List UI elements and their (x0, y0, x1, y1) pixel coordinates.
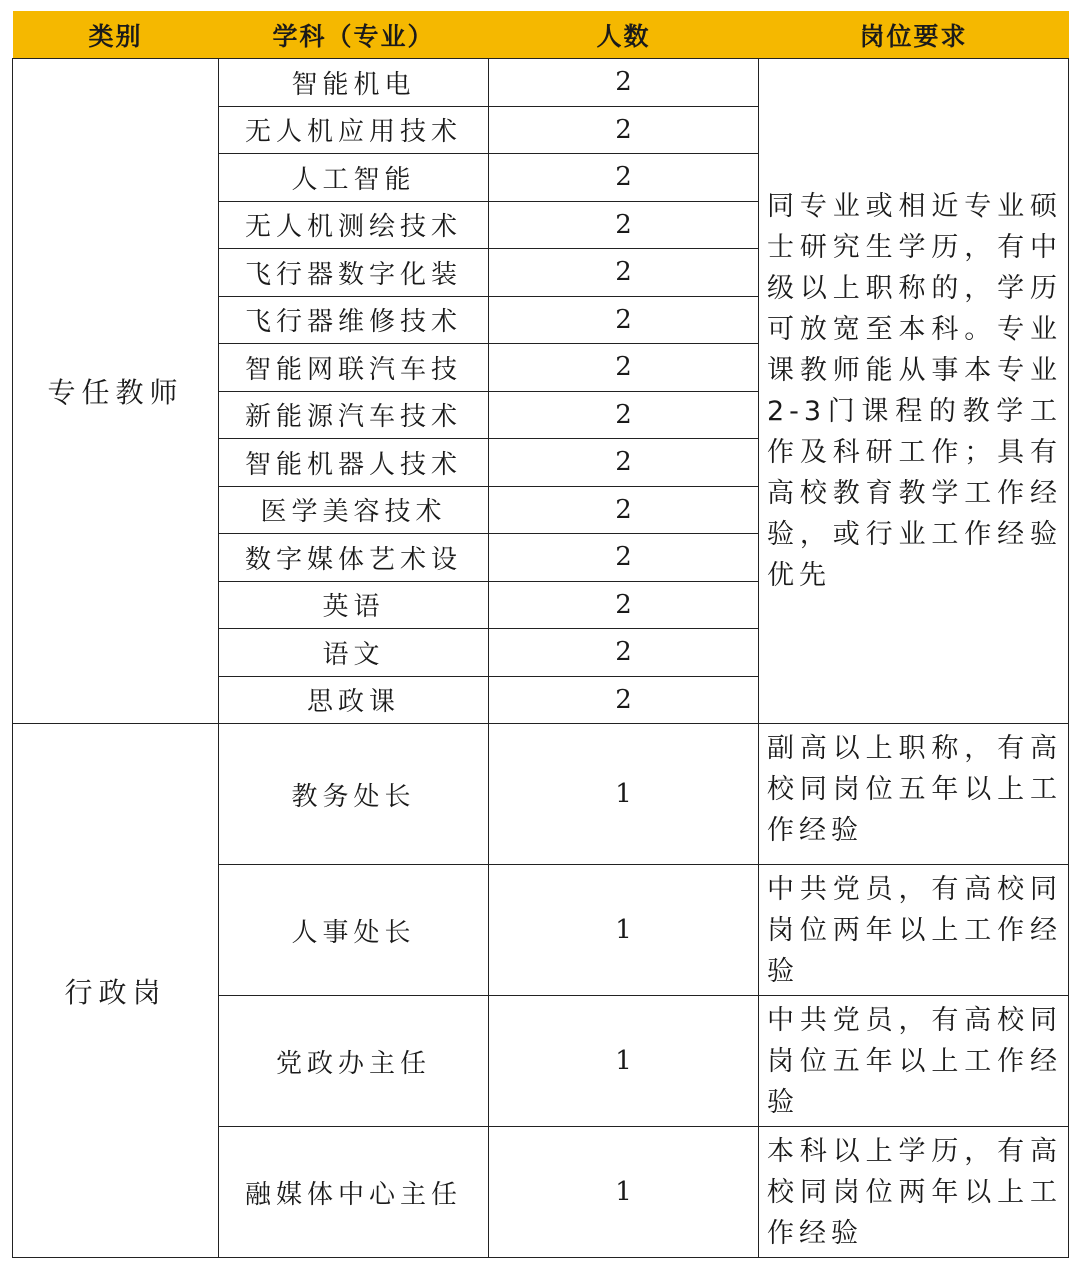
header-category: 类别 (13, 11, 219, 59)
subject-cell: 语文 (219, 629, 489, 677)
subject-cell: 人事处长 (219, 865, 489, 996)
count-cell: 2 (489, 629, 759, 677)
subject-cell: 医学美容技术 (219, 486, 489, 534)
count-cell: 2 (489, 59, 759, 107)
requirement-cell: 同专业或相近专业硕士研究生学历，有中级以上职称的，学历可放宽至本科。专业课教师能从事本专业2-3门课程的教学工作及科研工作；具有高校教育教学工作经验，或行业工作经验优先 (759, 59, 1069, 724)
category-cell: 行政岗 (13, 724, 219, 1258)
subject-cell: 党政办主任 (219, 996, 489, 1127)
subject-cell: 数字媒体艺术设 (219, 534, 489, 582)
subject-cell: 思政课 (219, 676, 489, 724)
count-cell: 2 (489, 296, 759, 344)
count-cell: 2 (489, 439, 759, 487)
count-cell: 1 (489, 865, 759, 996)
count-cell: 2 (489, 249, 759, 297)
subject-cell: 飞行器维修技术 (219, 296, 489, 344)
count-cell: 2 (489, 201, 759, 249)
subject-cell: 智能机电 (219, 59, 489, 107)
subject-cell: 融媒体中心主任 (219, 1127, 489, 1258)
subject-cell: 人工智能 (219, 154, 489, 202)
table-body (13, 59, 1069, 1258)
subject-cell: 无人机测绘技术 (219, 201, 489, 249)
subject-cell: 飞行器数字化装 (219, 249, 489, 297)
subject-cell: 智能网联汽车技 (219, 344, 489, 392)
count-cell: 2 (489, 344, 759, 392)
requirement-cell: 中共党员，有高校同岗位五年以上工作经验 (759, 996, 1069, 1127)
header-count: 人数 (489, 11, 759, 59)
category-cell: 专任教师 (13, 59, 219, 724)
subject-cell: 教务处长 (219, 724, 489, 865)
subject-cell: 英语 (219, 581, 489, 629)
header-subject: 学科（专业） (219, 11, 489, 59)
subject-cell: 智能机器人技术 (219, 439, 489, 487)
count-cell: 2 (489, 154, 759, 202)
count-cell: 2 (489, 534, 759, 582)
table-row (13, 724, 1069, 865)
requirement-cell: 副高以上职称，有高校同岗位五年以上工作经验 (759, 724, 1069, 865)
requirement-cell: 本科以上学历，有高校同岗位两年以上工作经验 (759, 1127, 1069, 1258)
header-requirement: 岗位要求 (759, 11, 1069, 59)
count-cell: 2 (489, 581, 759, 629)
requirement-cell: 中共党员，有高校同岗位两年以上工作经验 (759, 865, 1069, 996)
subject-cell: 新能源汽车技术 (219, 391, 489, 439)
count-cell: 2 (489, 676, 759, 724)
count-cell: 1 (489, 724, 759, 865)
count-cell: 2 (489, 391, 759, 439)
recruitment-table (12, 11, 1069, 1258)
header-row (13, 11, 1069, 59)
count-cell: 1 (489, 1127, 759, 1258)
subject-cell: 无人机应用技术 (219, 106, 489, 154)
count-cell: 2 (489, 486, 759, 534)
table-row (13, 59, 1069, 107)
count-cell: 2 (489, 106, 759, 154)
count-cell: 1 (489, 996, 759, 1127)
